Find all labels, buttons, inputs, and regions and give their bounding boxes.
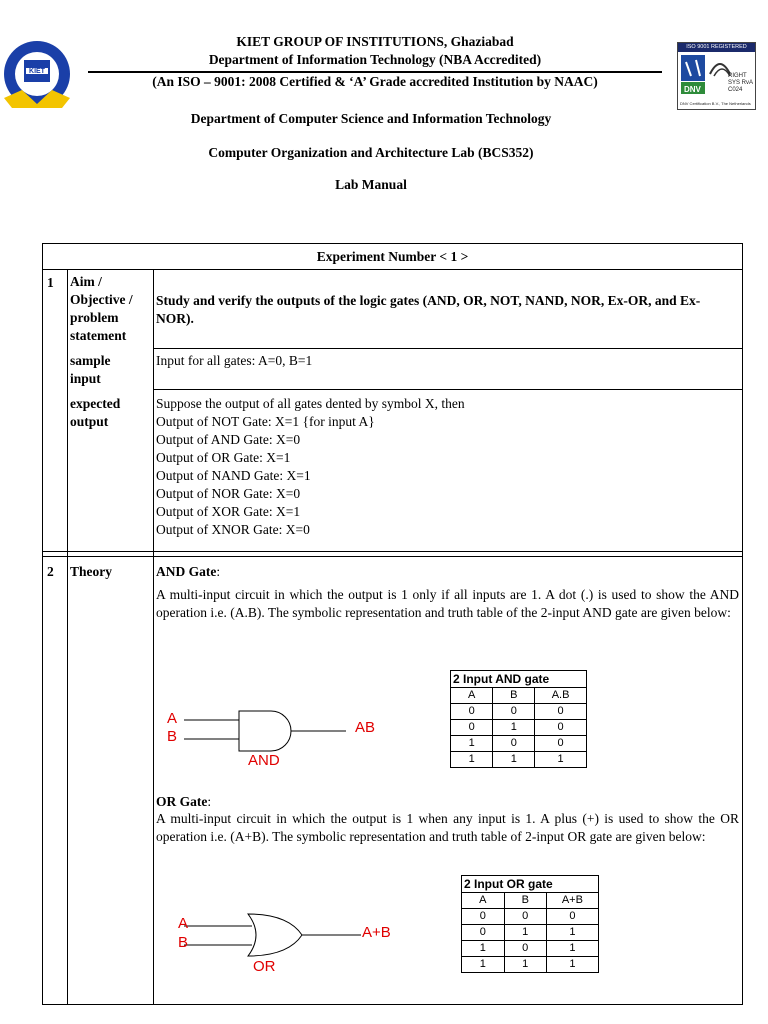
- certification-line: (An ISO – 9001: 2008 Certified & ‘A’ Grade accredited Institution by NAAC): [152, 74, 598, 89]
- theory-label: Theory: [70, 564, 112, 579]
- table-header-cell: A+B: [546, 893, 598, 909]
- left-logo: [2, 38, 72, 110]
- table-cell: 1: [462, 957, 504, 973]
- and-gate-colon: :: [216, 564, 221, 579]
- table-header-cell: A: [451, 688, 493, 704]
- and-input-a: A: [167, 710, 178, 727]
- expected-output-line: Output of XNOR Gate: X=0: [156, 522, 310, 537]
- table-cell: 0: [462, 909, 504, 925]
- table-row: [451, 704, 586, 720]
- department-it: Department of Information Technology (NBA Accredited): [208, 52, 542, 67]
- expected-output-line: Output of NOR Gate: X=0: [156, 486, 301, 501]
- table-header-cell: A: [462, 893, 504, 909]
- table-row: [451, 688, 586, 704]
- and-gate-description: A multi-input circuit in which the output is 1 only if all inputs are 1. A dot (.) is used to show the AND operation i.e. (A.B). The symbolic representation and truth table of the 2-input AND gate are given below:: [156, 587, 739, 620]
- or-gate-description: A multi-input circuit in which the output is 1 when any input is 1. A plus (+) is used to show the OR operation i.e. (A+B). The symbolic representation and truth table of 2-input OR gate are given below:: [156, 811, 739, 844]
- expected-output-line: Output of XOR Gate: X=1: [156, 504, 301, 519]
- expected-output-lines: [156, 395, 738, 539]
- or-gate-symbol-icon: [156, 908, 396, 988]
- experiment-number: Experiment Number < 1 >: [316, 249, 469, 264]
- table-rule: [153, 348, 742, 349]
- and-input-b: B: [167, 728, 178, 745]
- or-truth-table-title: 2 Input OR gate: [462, 876, 598, 893]
- table-cell: 1: [546, 941, 598, 957]
- or-truth-table: [461, 875, 599, 973]
- table-cell: 1: [493, 752, 535, 768]
- and-truth-table-title: 2 Input AND gate: [451, 671, 586, 688]
- expected-output-line: Output of NOT Gate: X=1 {for input A}: [156, 414, 375, 429]
- table-cell: 0: [504, 941, 546, 957]
- dnv-bottom-text: DNV Certification B.V., The Netherlands: [680, 101, 751, 106]
- or-output: A+B: [362, 924, 391, 941]
- table-cell: 1: [546, 957, 598, 973]
- and-gate-heading: [156, 563, 220, 581]
- aim-text: Study and verify the outputs of the logic gates (AND, OR, NOT, NAND, NOR, Ex-OR, and Ex-NOR).: [156, 293, 701, 326]
- table-cell: 1: [451, 752, 493, 768]
- table-cell: 0: [451, 720, 493, 736]
- table-cell: 0: [493, 736, 535, 752]
- table-row: [451, 752, 586, 768]
- table-rule: [43, 556, 742, 557]
- table-header-cell: B: [504, 893, 546, 909]
- lab-name: Computer Organization and Architecture Lab (BCS352): [208, 145, 534, 160]
- table-row: [451, 736, 586, 752]
- table-cell: 1: [451, 736, 493, 752]
- expected-output-line: Output of AND Gate: X=0: [156, 432, 301, 447]
- table-cell: 0: [546, 909, 598, 925]
- table-rule: [153, 389, 742, 390]
- right-logo: [677, 42, 756, 110]
- sample-input-text: Input for all gates: A=0, B=1: [156, 353, 313, 368]
- or-input-b: B: [178, 934, 189, 951]
- sample-input-label: sample input: [70, 353, 111, 386]
- table-cell: 0: [535, 736, 586, 752]
- experiment-table: [42, 243, 743, 1005]
- expected-output-line: Output of OR Gate: X=1: [156, 450, 291, 465]
- aim-label: Aim / Objective / problem statement: [70, 274, 133, 343]
- table-row: [462, 925, 598, 941]
- table-header-cell: A.B: [535, 688, 586, 704]
- and-output: AB: [355, 719, 376, 736]
- table-row: [462, 957, 598, 973]
- table-row: [462, 941, 598, 957]
- table-cell: 1: [535, 752, 586, 768]
- table-cell: 0: [462, 925, 504, 941]
- expected-output-line: Output of NAND Gate: X=1: [156, 468, 311, 483]
- table-cell: 0: [493, 704, 535, 720]
- or-gate-name: OR: [253, 958, 276, 975]
- table-row: [462, 893, 598, 909]
- or-gate-heading: [156, 793, 211, 811]
- table-row: [451, 720, 586, 736]
- manual-title: Lab Manual: [335, 177, 407, 192]
- rva-label: RIGHT SYS RvA C024: [728, 73, 753, 93]
- row-number-2: 2: [47, 564, 54, 579]
- table-cell: 0: [535, 704, 586, 720]
- header-rule: [88, 71, 662, 73]
- table-cell: 0: [451, 704, 493, 720]
- table-cell: 1: [504, 925, 546, 941]
- table-row: [462, 909, 598, 925]
- table-rule: [67, 269, 68, 1004]
- table-rule: [43, 269, 742, 270]
- and-gate-name: AND: [248, 752, 280, 769]
- table-cell: 0: [504, 909, 546, 925]
- table-cell: 1: [493, 720, 535, 736]
- row-number-1: 1: [47, 275, 54, 290]
- dnv-label: DNV: [684, 85, 701, 94]
- table-rule: [153, 269, 154, 1004]
- left-logo-text: KIET: [29, 68, 45, 75]
- table-header-cell: B: [493, 688, 535, 704]
- or-gate-title: OR Gate: [156, 794, 208, 809]
- table-cell: 1: [546, 925, 598, 941]
- and-gate-title: AND Gate: [156, 564, 217, 579]
- or-gate-colon: :: [207, 794, 212, 809]
- and-truth-table: [450, 670, 587, 768]
- right-logo-top: ISO 9001 REGISTERED: [678, 43, 755, 52]
- expected-output-label: expected output: [70, 396, 121, 429]
- table-cell: 0: [535, 720, 586, 736]
- table-cell: 1: [462, 941, 504, 957]
- institution-name: KIET GROUP OF INSTITUTIONS, Ghaziabad: [236, 34, 514, 49]
- department-cse-it: Department of Computer Science and Information Technology: [190, 111, 552, 126]
- or-input-a: A: [178, 915, 189, 932]
- table-rule: [43, 551, 742, 552]
- expected-output-line: Suppose the output of all gates dented by symbol X, then: [156, 396, 465, 411]
- table-cell: 1: [504, 957, 546, 973]
